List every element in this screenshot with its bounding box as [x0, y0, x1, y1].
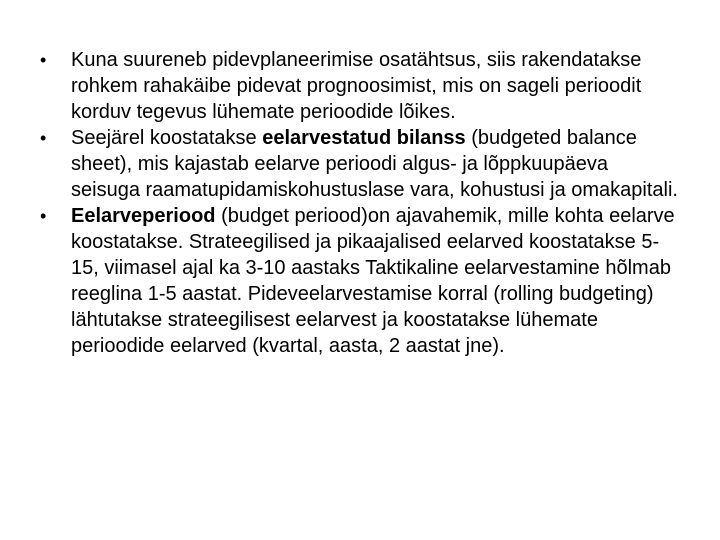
bullet-text: Seejärel koostatakse: [71, 127, 263, 149]
bullet-text-bold: eelarvestatud bilanss: [262, 127, 466, 149]
bullet-dot-icon: •: [40, 50, 47, 70]
bullet-text-bold: Eelarveperiood: [71, 205, 216, 227]
bullet-text: (budgeted balance sheet), mis kajastab eelarve perioodi algus- ja lõppkuupäeva seisuga raamatupidamiskohustuslase vara, kohustusi ja omakapitali.: [71, 127, 678, 201]
bullet-text: (budget periood)on ajavahemik, mille kohta eelarve koostatakse. Strateegilised ja pikaajalised eelarved koostatakse 5-15, viimasel ajal ka 3-10 aastaks Taktikaline eelarvestamine hõlmab reeglina 1-5 aastat. Pideveelarvestamise korral (rolling budgeting) lähtutakse strateegilisest eelarvest ja koostatakse lühemate perioodide eelarved (kvartal, aasta, 2 aastat jne).: [71, 205, 675, 357]
bullet-list: [40, 47, 680, 359]
bullet-item: [40, 47, 680, 125]
bullet-text: Kuna suureneb pidevplaneerimise osatähtsus, siis rakendatakse rohkem rahakäibe pidevat prognoosimist, mis on sageli perioodit korduv tegevus lühemate perioodide lõikes.: [71, 49, 642, 123]
bullet-dot-icon: •: [40, 128, 47, 148]
bullet-item: [40, 125, 680, 203]
bullet-dot-icon: •: [40, 206, 47, 226]
bullet-item: [40, 203, 680, 359]
